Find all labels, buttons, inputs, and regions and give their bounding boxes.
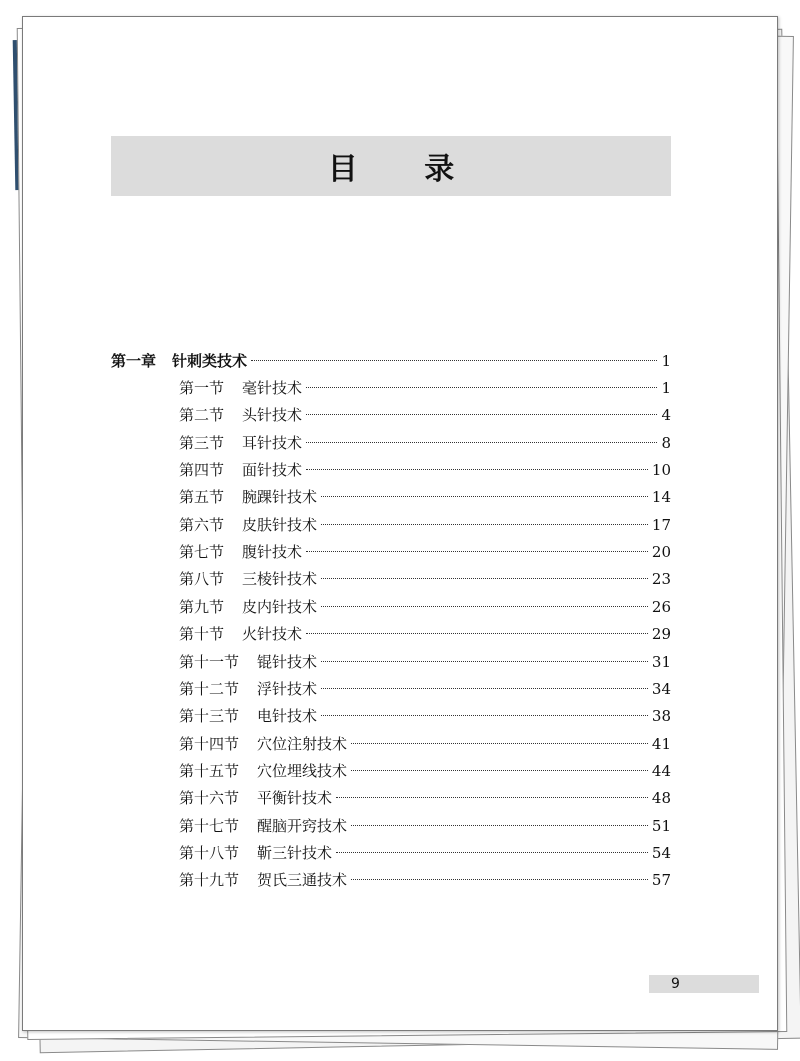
toc-section-entry[interactable]	[179, 704, 671, 728]
toc-section-entry[interactable]	[179, 677, 671, 701]
dot-leader	[321, 661, 648, 662]
toc-section-entry[interactable]	[179, 540, 671, 564]
dot-leader	[321, 496, 648, 497]
section-number: 第九节	[179, 597, 225, 616]
section-title: 皮内针技术	[242, 597, 318, 616]
section-number: 第五节	[179, 488, 225, 507]
page-ref: 1	[661, 379, 671, 397]
toc-section-entry[interactable]	[179, 650, 671, 674]
page-ref: 29	[651, 625, 671, 644]
dot-leader	[321, 688, 648, 689]
dot-leader	[351, 825, 648, 826]
page-ref: 41	[651, 734, 671, 753]
dot-leader	[306, 469, 648, 470]
page-ref: 54	[651, 843, 671, 862]
toc-section-entry[interactable]	[179, 458, 671, 482]
section-number: 第七节	[179, 543, 225, 562]
section-title: 穴位埋线技术	[257, 761, 348, 780]
page-ref: 38	[651, 707, 671, 726]
section-title: 耳针技术	[242, 433, 303, 452]
section-number: 第三节	[179, 433, 225, 452]
toc-chapter-entry[interactable]	[111, 349, 671, 373]
section-title: 电针技术	[257, 707, 318, 726]
section-title: 毫针技术	[242, 379, 303, 397]
section-title: 三棱针技术	[242, 570, 318, 589]
page-ref: 57	[651, 871, 671, 890]
section-title: 穴位注射技术	[257, 734, 348, 753]
toc-section-entry[interactable]	[179, 814, 671, 838]
page-ref: 10	[651, 461, 671, 480]
section-number: 第十七节	[179, 816, 240, 835]
page-ref: 20	[651, 543, 671, 562]
page-ref: 48	[651, 789, 671, 808]
section-title: 火针技术	[242, 625, 303, 644]
dot-leader	[251, 360, 657, 361]
section-number: 第八节	[179, 570, 225, 589]
page-ref: 26	[651, 597, 671, 616]
dot-leader	[351, 879, 648, 880]
section-number: 第十节	[179, 625, 225, 644]
toc-section-entry[interactable]	[179, 786, 671, 810]
dot-leader	[321, 524, 648, 525]
page-number: 9	[649, 975, 759, 993]
dot-leader	[306, 633, 648, 634]
section-title: 浮针技术	[257, 679, 318, 698]
section-number: 第十五节	[179, 761, 240, 780]
toc-section-entry[interactable]	[179, 595, 671, 619]
section-title: 醒脑开窍技术	[257, 816, 348, 835]
page-ref: 14	[651, 488, 671, 507]
dot-leader	[306, 551, 648, 552]
section-number: 第十一节	[179, 652, 240, 671]
section-number: 第十六节	[179, 789, 240, 808]
section-title: 面针技术	[242, 461, 303, 480]
page-ref: 51	[651, 816, 671, 835]
dot-leader	[321, 715, 648, 716]
dot-leader	[336, 852, 648, 853]
page-ref: 1	[661, 352, 671, 370]
page-ref: 31	[651, 652, 671, 671]
section-title: 锟针技术	[257, 652, 318, 671]
toc-section-entry[interactable]	[179, 513, 671, 537]
toc-section-entry[interactable]	[179, 841, 671, 865]
section-number: 第十八节	[179, 843, 240, 862]
section-title: 皮肤针技术	[242, 515, 318, 534]
toc-section-entry[interactable]	[179, 403, 671, 427]
page-ref: 4	[661, 406, 671, 425]
toc-section-entry[interactable]	[179, 376, 671, 400]
section-number: 第十三节	[179, 707, 240, 726]
dot-leader	[321, 578, 648, 579]
section-title: 头针技术	[242, 406, 303, 425]
section-title: 靳三针技术	[257, 843, 333, 862]
section-number: 第四节	[179, 461, 225, 480]
page-ref: 8	[661, 433, 671, 452]
dot-leader	[336, 797, 648, 798]
page-ref: 17	[651, 515, 671, 534]
dot-leader	[351, 743, 648, 744]
section-title: 腕踝针技术	[242, 488, 318, 507]
toc-section-entry[interactable]	[179, 567, 671, 591]
section-number: 第十九节	[179, 871, 240, 890]
dot-leader	[306, 387, 657, 388]
dot-leader	[351, 770, 648, 771]
section-number: 第十四节	[179, 734, 240, 753]
page-ref: 23	[651, 570, 671, 589]
toc-section-entry[interactable]	[179, 732, 671, 756]
section-number: 第十二节	[179, 679, 240, 698]
section-title: 腹针技术	[242, 543, 303, 562]
chapter-number: 第一章	[111, 352, 157, 370]
toc-section-entry[interactable]	[179, 759, 671, 783]
dot-leader	[306, 442, 657, 443]
toc-section-entry[interactable]	[179, 868, 671, 892]
chapter-title: 针刺类技术	[172, 352, 248, 370]
section-number: 第六节	[179, 515, 225, 534]
section-number: 第二节	[179, 406, 225, 425]
section-title: 贺氏三通技术	[257, 871, 348, 890]
toc-page	[22, 16, 778, 1031]
section-title: 平衡针技术	[257, 789, 333, 808]
toc-section-entry[interactable]	[179, 431, 671, 455]
toc-section-entry[interactable]	[179, 622, 671, 646]
dot-leader	[321, 606, 648, 607]
section-number: 第一节	[179, 379, 225, 397]
page-title: 目 录	[327, 152, 483, 187]
page-ref: 44	[651, 761, 671, 780]
page-ref: 34	[651, 679, 671, 698]
toc-section-entry[interactable]	[179, 485, 671, 509]
dot-leader	[306, 414, 657, 415]
title-banner	[111, 136, 671, 196]
